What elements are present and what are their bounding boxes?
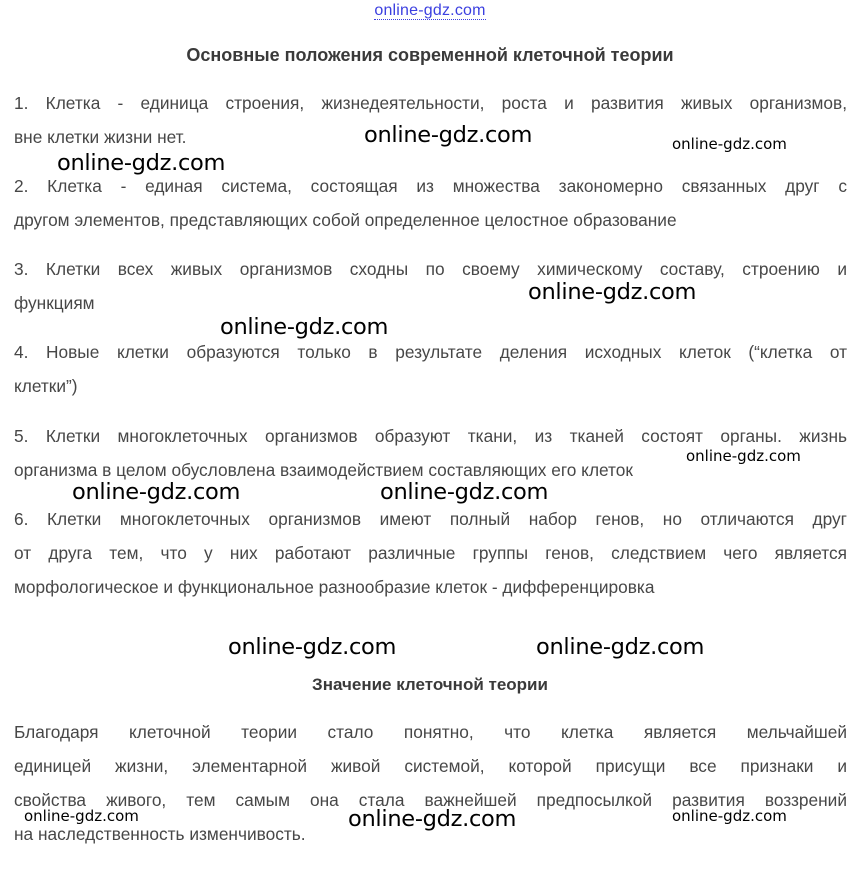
- point-2: [14, 169, 847, 237]
- point-6-line-1: 6. Клетки многоклеточных организмов имеют полный набор генов, но отличаются друг: [14, 509, 847, 529]
- point-1-line-2: вне клетки жизни нет.: [14, 127, 187, 147]
- watermark: online-gdz.com: [380, 479, 549, 505]
- point-6-line-2: от друга тем, что у них работают различные группы генов, следствием чего является: [14, 543, 847, 563]
- watermark: online-gdz.com: [220, 314, 389, 340]
- watermark: online-gdz.com: [672, 135, 787, 153]
- point-4-line-2: клетки”): [14, 376, 78, 396]
- point-5-line-1: 5. Клетки многоклеточных организмов образуют ткани, из тканей состоят органы. жизнь: [14, 426, 847, 446]
- site-header-link[interactable]: [0, 2, 860, 20]
- point-2-line-1: 2. Клетка - единая система, состоящая из множества закономерно связанных друг с: [14, 176, 847, 196]
- point-4-line-1: 4. Новые клетки образуются только в результате деления исходных клеток (“клетка от: [14, 342, 847, 362]
- watermark: online-gdz.com: [672, 807, 787, 825]
- watermark: online-gdz.com: [686, 447, 801, 465]
- point-6: [14, 502, 847, 604]
- significance-line-4: на наследственность изменчивость.: [14, 824, 306, 844]
- watermark: online-gdz.com: [536, 634, 705, 660]
- significance-line-1: Благодаря клеточной теории стало понятно, что клетка является мельчайшей: [14, 722, 847, 742]
- point-5-line-2: организма в целом обусловлена взаимодействием составляющих его клеток: [14, 460, 633, 480]
- section-title: Значение клеточной теории: [312, 675, 548, 694]
- significance-line-3: свойства живого, тем самым она стала важнейшей предпосылкой развития воззрений: [14, 790, 847, 810]
- significance-line-2: единицей жизни, элементарной живой системой, которой присущи все признаки и: [14, 756, 847, 776]
- point-3-line-1: 3. Клетки всех живых организмов сходны по своему химическому составу, строению и: [14, 259, 847, 279]
- point-1-line-1: 1. Клетка - единица строения, жизнедеятельности, роста и развития живых организмов,: [14, 93, 847, 113]
- watermark: online-gdz.com: [364, 122, 533, 148]
- watermark: online-gdz.com: [528, 279, 697, 305]
- watermark: online-gdz.com: [24, 807, 139, 825]
- point-4: [14, 335, 847, 403]
- watermark: online-gdz.com: [72, 479, 241, 505]
- page-title: Основные положения современной клеточной теории: [186, 45, 674, 65]
- watermark: online-gdz.com: [57, 150, 226, 176]
- watermark: online-gdz.com: [348, 806, 517, 832]
- point-2-line-2: другом элементов, представляющих собой определенное целостное образование: [14, 210, 677, 230]
- point-6-line-3: морфологическое и функциональное разнообразие клеток - дифференцировка: [14, 577, 655, 597]
- point-3: [14, 252, 847, 320]
- watermark: online-gdz.com: [228, 634, 397, 660]
- site-header-text[interactable]: online-gdz.com: [374, 2, 486, 19]
- point-3-line-2: функциям: [14, 293, 95, 313]
